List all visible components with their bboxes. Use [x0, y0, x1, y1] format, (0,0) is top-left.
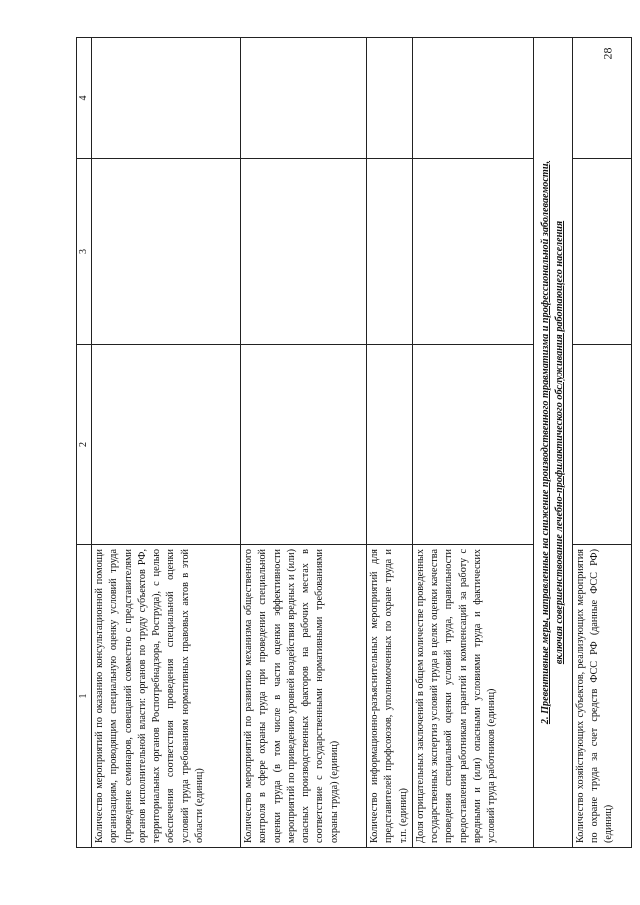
empty-cell — [412, 38, 533, 159]
header-row — [77, 38, 92, 848]
indicator-cell: Количество мероприятий по оказанию консультационной помощи организациям, проводящим специальную оценку условий труда (проведение семинаров, совещаний совместно с представителями органов исполнительной власти: органов по труду субъектов РФ, территориальных органов Роспотребнадзора, Роструда), с целью обеспечения соответствия проведения специальной оценки условий труда требованиям нормативных правовых актов в этой области (единиц) — [92, 545, 241, 848]
indicator-cell: Количество хозяйствующих субъектов, реализующих мероприятия по охране труда за счет средств ФСС РФ (данные ФСС РФ) (единиц) — [572, 545, 631, 848]
table-row — [412, 38, 533, 848]
empty-cell — [412, 345, 533, 545]
column-header-2: 2 — [77, 345, 92, 545]
empty-cell — [241, 38, 367, 159]
column-header-4: 4 — [77, 38, 92, 159]
empty-cell — [92, 159, 241, 345]
empty-cell — [241, 345, 367, 545]
empty-cell — [412, 159, 533, 345]
empty-cell — [572, 159, 631, 345]
indicator-cell: Количество информационно-разъяснительных мероприятий для представителей профсоюзов, уполномоченных по охране труда и т.п. (единиц) — [367, 545, 413, 848]
empty-cell — [367, 159, 413, 345]
section-subtitle: включая совершенствование лечебно-профилактического обслуживания работающего населения — [553, 220, 565, 665]
indicators-table — [76, 37, 632, 848]
table-row — [241, 38, 367, 848]
section-heading-cell — [533, 38, 572, 848]
section-heading-row — [533, 38, 572, 848]
empty-cell — [572, 38, 631, 159]
table-row — [572, 38, 631, 848]
indicator-cell: Количество мероприятий по развитию механизма общественного контроля в сфере охраны труда при проведении специальной оценки труда (в том числе в части оценки эффективности мероприятий по приведению уровней воздействия вредных и (или) опасных производственных факторов на рабочих местах в соответствие с государственными нормативными требованиями охраны труда) (единиц) — [241, 545, 367, 848]
empty-cell — [92, 345, 241, 545]
empty-cell — [367, 345, 413, 545]
page-number-text: 28 — [600, 47, 615, 59]
section-title: 2. Превентивные меры, направленные на снижение производственного травматизма и профессиональной заболеваемости, — [539, 160, 551, 725]
empty-cell — [92, 38, 241, 159]
empty-cell — [241, 159, 367, 345]
column-header-3: 3 — [77, 159, 92, 345]
table-row — [367, 38, 413, 848]
column-header-1: 1 — [77, 545, 92, 848]
indicator-cell: Доля отрицательных заключений в общем количестве проведенных государственных экспертиз условий труда в целях оценки качества проведения специальной оценки условий труда, правильности предоставления работникам гарантий и компенсаций за работу с вредными и (или) опасными условиями труда и фактических условий труда работников (единиц) — [412, 545, 533, 848]
empty-cell — [367, 38, 413, 159]
table-row — [92, 38, 241, 848]
empty-cell — [572, 345, 631, 545]
